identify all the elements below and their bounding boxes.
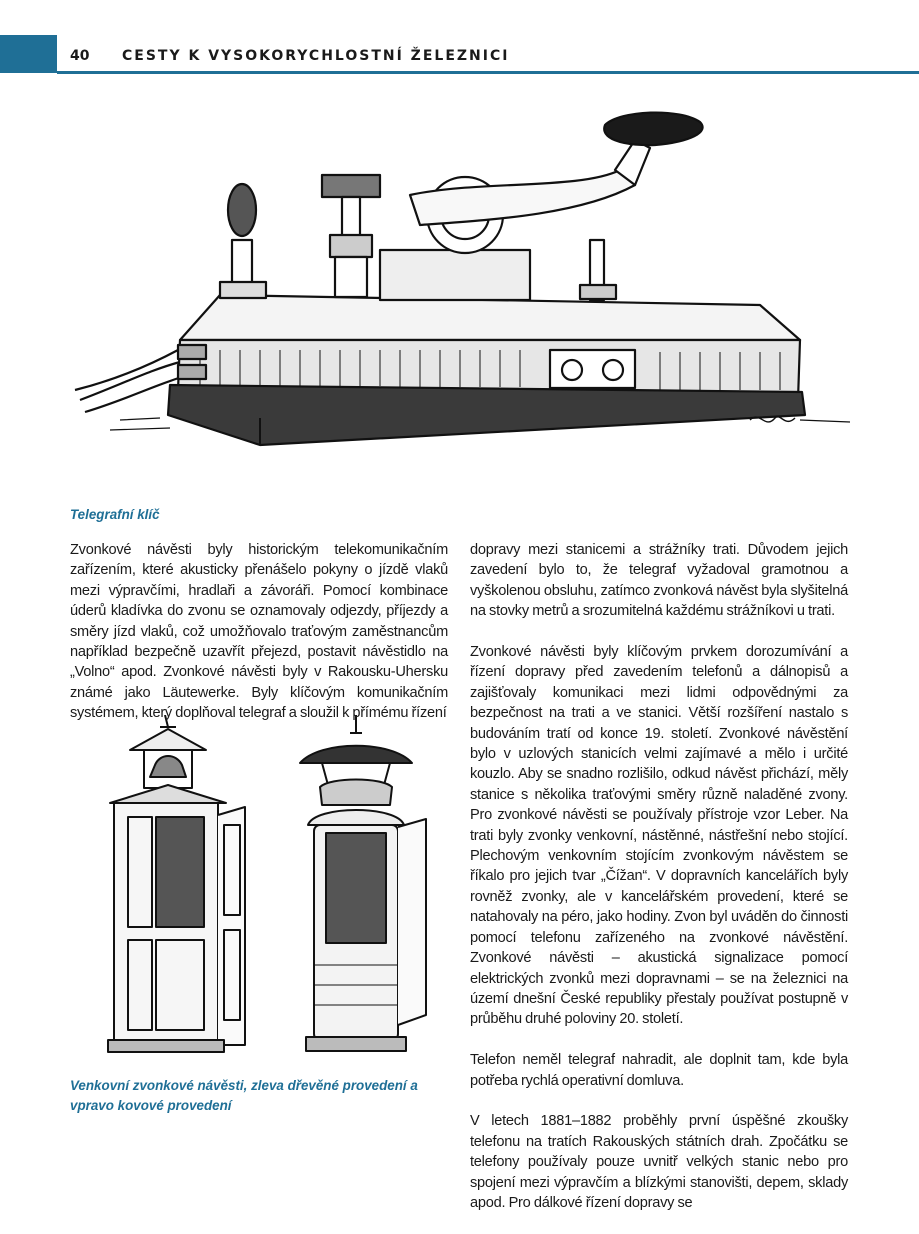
header-accent-band <box>0 35 57 73</box>
paragraph: Zvonkové návěsti byly klíčovým prvkem dorozumívání a řízení dopravy před zavedením telefonů a dálnopisů a zajišťovaly komunikaci mezi lidmi odpovědnými za bezpečnost na trati a ve stanici. Větší rozšíření nastalo s budováním tratí od konce 19. století. Zvonkové návěstění bylo v uzlových stanicích velmi zajímavé a mělo i určité kouzlo. Aby se snadno rozlišilo, odkud návěst přichází, měly stanice s několika traťovými směry různě naladěné zvony. Pro zvonkové návěsti se používaly přístroje vzor Leber. Na trati byly zvonky venkovní, nástěnné, nástřešní nebo stojící. Plechovým venkovním stojícím zvonkovým návěstem se říkalo pro jejich tvar „Čížan“. V dopravních kancelářích byly rovněž zvonky, ale v kancelářském provedení, které se natahovaly na péro, jako hodiny. Zvon byl uváděn do činnosti pomocí telefonu zařízeného na zvonkové návěstění. Zvonkové návěsti – akustická signalizace pomocí elektrických zvonků mezi dopravnami – se na železnici na území dnešní České republiky přestaly používat postupně v průběhu druhé poloviny 20. století. <box>470 644 848 1028</box>
paragraph: V letech 1881–1882 proběhly první úspěšné zkoušky telefonu na tratích Rakouských státních drah. Zpočátku se telefony používaly pouze uvnitř velkých stanic nebo pro spojení mezi výpravčím a blízkými stanovišti, depem, sklady apod. Pro dálkové řízení dopravy se <box>470 1113 848 1211</box>
bell-signal-booths-illustration <box>100 715 445 1060</box>
header-rule <box>57 71 919 74</box>
running-title: CESTY K VYSOKORYCHLOSTNÍ ŽELEZNICI <box>122 48 510 64</box>
body-column-right <box>470 540 848 1234</box>
paragraph: Zvonkové návěsti byly historickým telekomunikačním zařízením, které akusticky přenášelo pokyny o jízdě vlaků mezi výpravčími, hradlaři a závoráři. Pomocí kombinace úderů kladívka do zvonu se oznamovaly odjezdy, příjezdy a směry jízd vlaků, což umožňovalo traťovým zaměstnancům například bezpečně uzavřít přejezd, postavit návěstidlo na „Volno“ apod. Zvonkové návěsti byly v Rakousku-Uhersku známé jako Läutewerke. Byly klíčovým komunikačním systémem, který doplňoval telegraf a sloužil k přímému řízení <box>70 542 448 722</box>
figure-caption-telegraph-key: Telegrafní klíč <box>70 507 160 522</box>
figure-caption-bell-signals: Venkovní zvonkové návěsti, zleva dřevěné provedení a vpravo kovové provedení <box>70 1078 418 1113</box>
telegraph-key-illustration <box>60 100 860 490</box>
paragraph: dopravy mezi stanicemi a strážníky trati. Důvodem jejich zavedení bylo to, že telegraf vyžadoval gramotnou a vyškolenou obsluhu, zatímco zvonková návěst byla slyšitelná na stovky metrů a srozumitelná každému strážníkovi u trati. <box>470 542 848 620</box>
body-column-left <box>70 540 448 744</box>
page-number: 40 <box>70 48 90 64</box>
paragraph: Telefon neměl telegraf nahradit, ale doplnit tam, kde byla potřeba rychlá operativní domluva. <box>470 1052 848 1089</box>
